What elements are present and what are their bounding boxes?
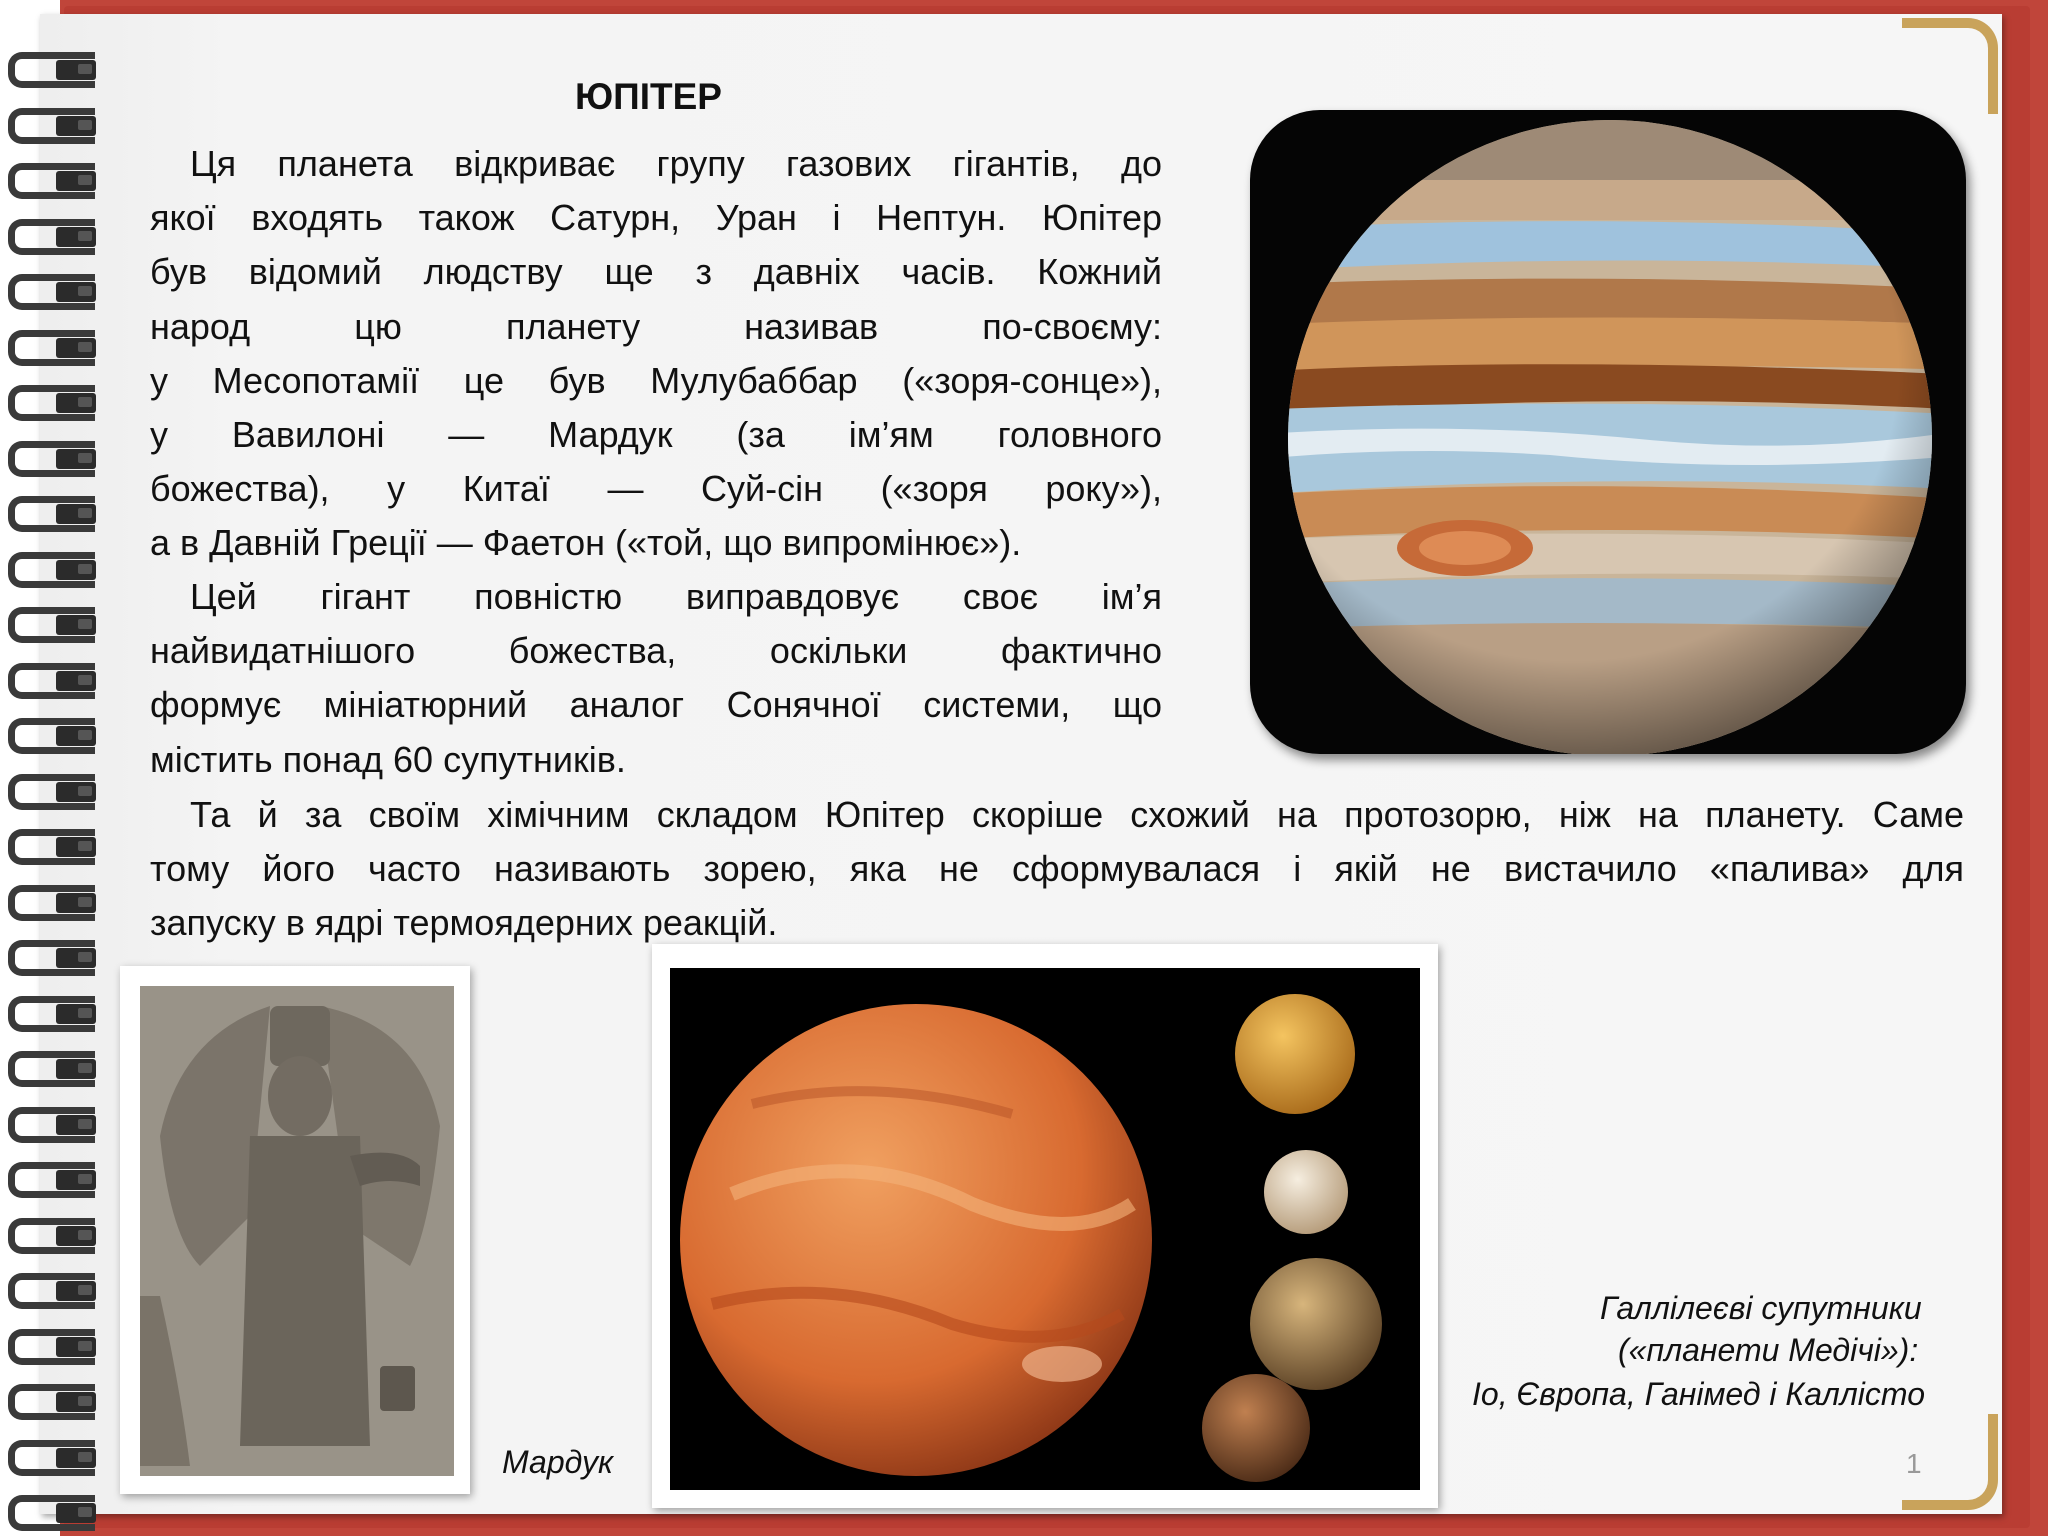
spiral-ring-icon bbox=[0, 1051, 98, 1081]
spiral-ring-icon bbox=[0, 885, 98, 915]
spiral-ring-icon bbox=[0, 1329, 98, 1359]
spiral-ring-icon bbox=[0, 607, 98, 637]
spiral-ring-icon bbox=[0, 163, 98, 193]
paragraph-1 bbox=[150, 137, 1162, 571]
paragraph-3 bbox=[150, 788, 1964, 951]
text-line: якої входять також Сатурн, Уран і Нептун. Юпітер bbox=[150, 197, 1162, 239]
spiral-ring-icon bbox=[0, 1440, 98, 1470]
marduk-relief-illustration bbox=[120, 966, 470, 1494]
spiral-ring-icon bbox=[0, 330, 98, 360]
spiral-ring-icon bbox=[0, 718, 98, 748]
text-line: формує мініатюрний аналог Сонячної системи, що bbox=[150, 684, 1162, 726]
spiral-ring-icon bbox=[0, 52, 98, 82]
text-line: Ця планета відкриває групу газових гігантів, до bbox=[190, 143, 1162, 184]
text-line: у Вавилоні — Мардук (за ім’ям головного bbox=[150, 413, 1162, 455]
spiral-ring-icon bbox=[0, 1384, 98, 1414]
text-line: Цей гігант повністю виправдовує своє ім’я bbox=[190, 576, 1162, 617]
text-line: у Месопотамії це був Мулубаббар («зоря-сонце»), bbox=[150, 359, 1162, 401]
spiral-ring-icon bbox=[0, 1495, 98, 1525]
spiral-ring-icon bbox=[0, 829, 98, 859]
moons-caption-line-3: Іо, Європа, Ганімед і Каллісто bbox=[1472, 1376, 1925, 1412]
spiral-ring-icon bbox=[0, 996, 98, 1026]
text-line: найвидатнішого божества, оскільки фактично bbox=[150, 630, 1162, 672]
spiral-ring-icon bbox=[0, 1218, 98, 1248]
text-line: народ цю планету називав по-своєму: bbox=[150, 305, 1162, 347]
spiral-ring-icon bbox=[0, 1107, 98, 1137]
spiral-ring-icon bbox=[0, 219, 98, 249]
text-line: запуску в ядрі термоядерних реакцій. bbox=[150, 902, 778, 944]
moons-caption-line-2: («планети Медічі»): bbox=[1618, 1332, 1919, 1368]
marduk-caption: Мардук bbox=[502, 1444, 614, 1480]
text-line: а в Давній Греції — Фаетон («той, що випромінює»). bbox=[150, 522, 1022, 564]
moons-caption-line-1: Галлілеєві супутники bbox=[1600, 1290, 1922, 1326]
page-number: 1 bbox=[1906, 1448, 1922, 1479]
spiral-ring-icon bbox=[0, 441, 98, 471]
corner-bracket-icon bbox=[1902, 18, 1998, 114]
spiral-ring-icon bbox=[0, 940, 98, 970]
text-line: божества), у Китаї — Суй-сін («зоря року»), bbox=[150, 468, 1162, 510]
text-line: містить понад 60 супутників. bbox=[150, 738, 626, 780]
spiral-ring-icon bbox=[0, 774, 98, 804]
jupiter-photo bbox=[1250, 110, 1966, 754]
spiral-ring-icon bbox=[0, 108, 98, 138]
spiral-ring-icon bbox=[0, 552, 98, 582]
spiral-ring-icon bbox=[0, 1273, 98, 1303]
jupiter-planet-illustration bbox=[1250, 110, 1966, 754]
marduk-relief-photo bbox=[120, 966, 470, 1494]
galilean-moons-illustration bbox=[652, 944, 1438, 1508]
text-line: Та й за своїм хімічним складом Юпітер скоріше схожий на протозорю, ніж на планету. Саме bbox=[190, 794, 1964, 835]
text-line: був відомий людству ще з давніх часів. Кожний bbox=[150, 251, 1162, 293]
spiral-ring-icon bbox=[0, 663, 98, 693]
spiral-ring-icon bbox=[0, 496, 98, 526]
jupiter-moons-photo bbox=[652, 944, 1438, 1508]
text-line: тому його часто називають зорею, яка не сформувалася і якій не вистачило «палива» для bbox=[150, 848, 1964, 890]
spiral-ring-icon bbox=[0, 274, 98, 304]
page-title: ЮПІТЕР bbox=[575, 76, 722, 117]
spiral-ring-icon bbox=[0, 385, 98, 415]
spiral-ring-icon bbox=[0, 1162, 98, 1192]
paragraph-2 bbox=[150, 570, 1162, 787]
